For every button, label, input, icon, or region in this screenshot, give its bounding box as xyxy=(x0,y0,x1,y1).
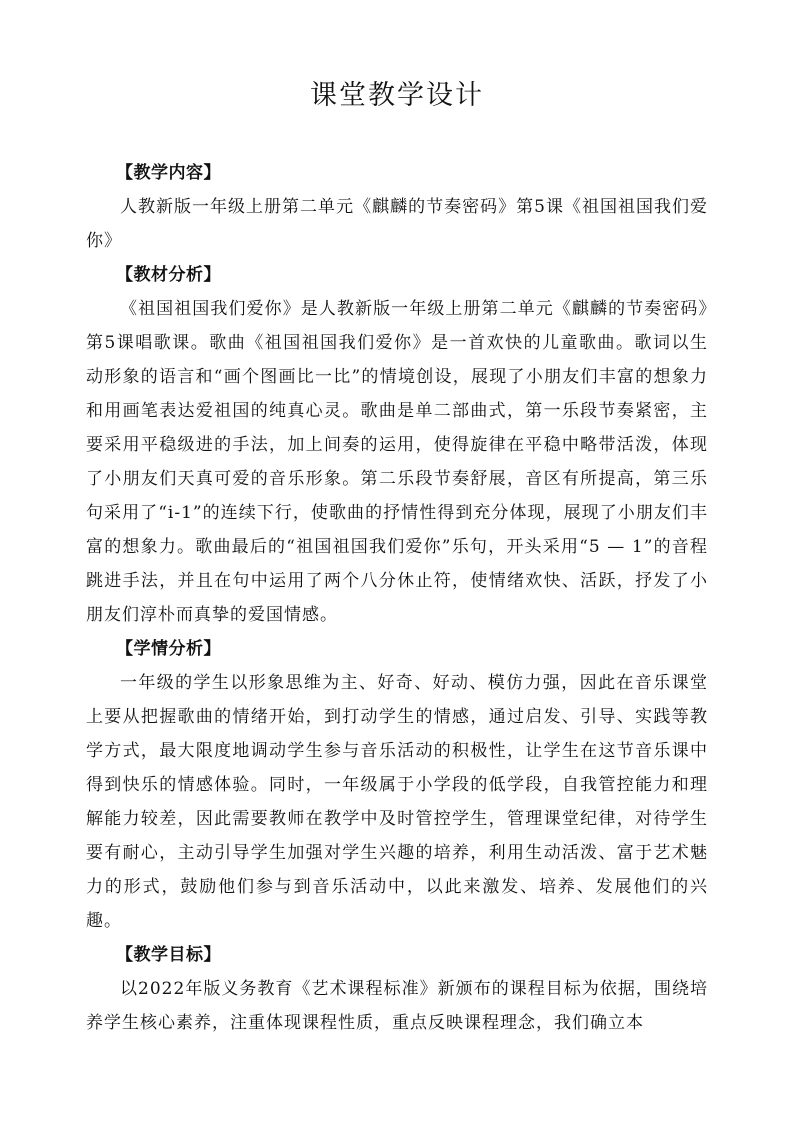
section-teaching-content xyxy=(86,156,708,258)
section-paragraph: 《祖国祖国我们爱你》是人教新版一年级上册第二单元《麒麟的节奏密码》第5课唱歌课。歌曲《祖国祖国我们爱你》是一首欢快的儿童歌曲。歌词以生动形象的语言和“画个图画比一比”的情境创设，展现了小朋友们丰富的想象力和用画笔表达爱祖国的纯真心灵。歌曲是单二部曲式，第一乐段节奏紧密，主要采用平稳级进的手法，加上间奏的运用，使得旋律在平稳中略带活泼，体现了小朋友们天真可爱的音乐形象。第二乐段节奏舒展，音区有所提高，第三乐句采用了“i-1”的连续下行，使歌曲的抒情性得到充分体现，展现了小朋友们丰富的想象力。歌曲最后的“祖国祖国我们爱你”乐句，开头采用“5 — 1”的音程跳进手法，并且在句中运用了两个八分休止符，使情绪欢快、活跃，抒发了小朋友们淳朴而真挚的爱国情感。 xyxy=(86,299,708,625)
page-title: 课堂教学设计 xyxy=(310,80,484,111)
section-heading: 【教学目标】 xyxy=(116,945,221,965)
section-paragraph: 一年级的学生以形象思维为主、好奇、好动、模仿力强，因此在音乐课堂上要从把握歌曲的情绪开始，到打动学生的情感，通过启发、引导、实践等教学方式，最大限度地调动学生参与音乐活动的积极性，让学生在这节音乐课中得到快乐的情感体验。同时，一年级属于小学段的低学段，自我管控能力和理解能力较差，因此需要教师在教学中及时管控学生，管理课堂纪律，对待学生要有耐心，主动引导学生加强对学生兴趣的培养，利用生动活泼、富于艺术魅力的形式，鼓励他们参与到音乐活动中，以此来激发、培养、发展他们的兴趣。 xyxy=(86,673,708,931)
section-heading: 【学情分析】 xyxy=(116,639,221,659)
section-teaching-goals xyxy=(86,938,708,1040)
section-heading: 【教学内容】 xyxy=(116,163,221,183)
section-learner-analysis xyxy=(86,632,708,938)
section-material-analysis xyxy=(86,258,708,632)
section-paragraph: 以2022年版义务教育《艺术课程标准》新颁布的课程目标为依据，围绕培养学生核心素养，注重体现课程性质，重点反映课程理念，我们确立本 xyxy=(86,979,708,1033)
section-heading: 【教材分析】 xyxy=(116,265,221,285)
section-paragraph: 人教新版一年级上册第二单元《麒麟的节奏密码》第5课《祖国祖国我们爱你》 xyxy=(86,197,708,251)
